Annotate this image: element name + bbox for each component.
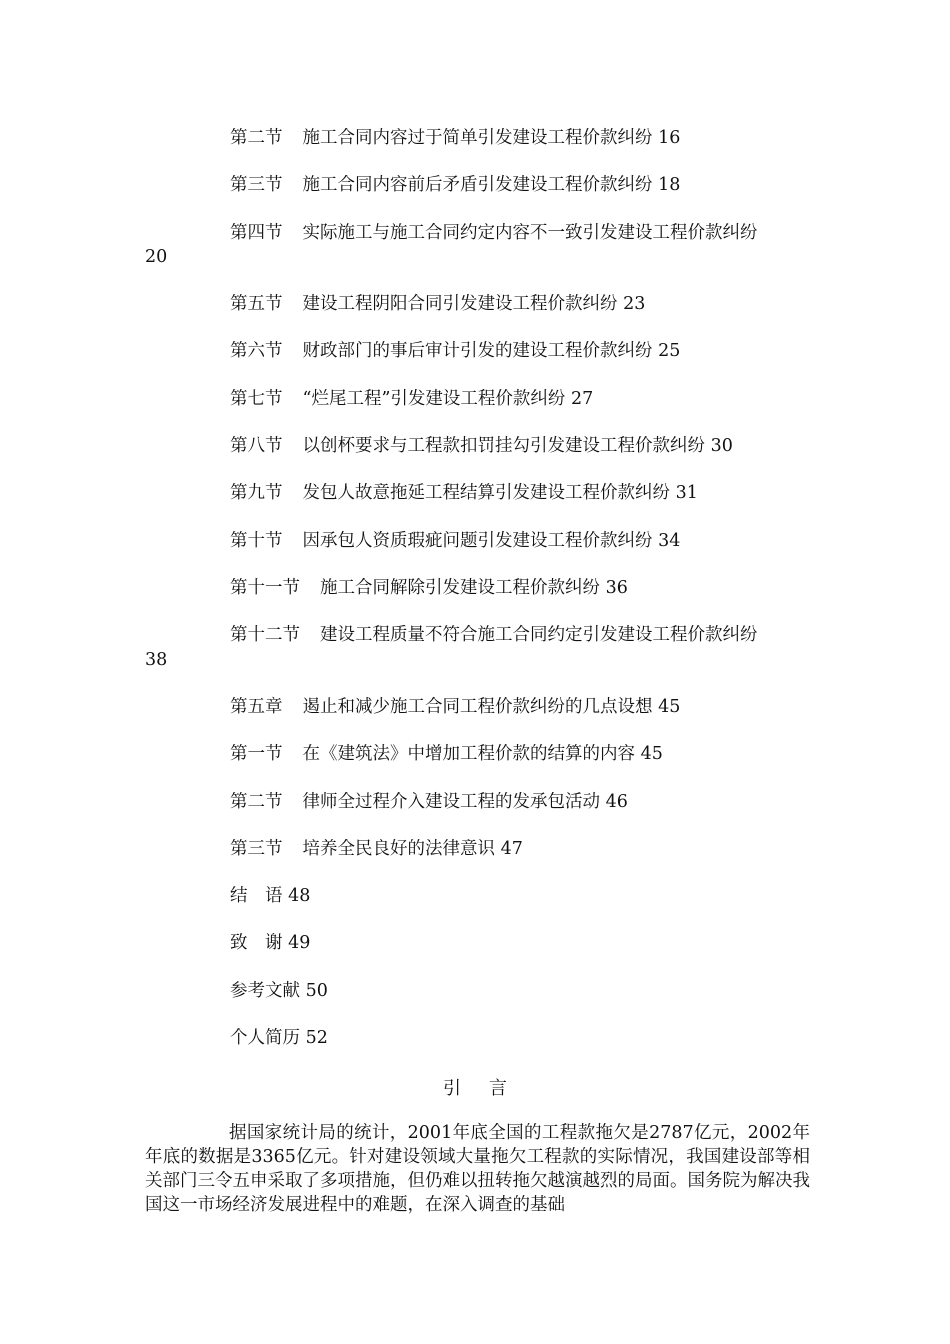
toc-entry [230, 790, 628, 814]
toc-title: 施工合同内容过于简单引发建设工程价款纠纷 [302, 128, 653, 148]
toc-title: 财政部门的事后审计引发的建设工程价款纠纷 [302, 341, 653, 361]
toc-title: 实际施工与施工合同约定内容不一致引发建设工程价款纠纷 [302, 223, 758, 243]
toc-page: 49 [288, 933, 311, 953]
toc-chapter: 第三节 [230, 175, 283, 195]
toc-page: 52 [305, 1028, 328, 1048]
toc-chapter: 第十节 [230, 531, 283, 551]
toc-title: 律师全过程介入建设工程的发承包活动 [302, 792, 600, 812]
toc-title: 建设工程阴阳合同引发建设工程价款纠纷 [302, 294, 618, 314]
toc-entry [230, 884, 310, 908]
toc-chapter: 参考文献 [230, 981, 300, 1001]
toc-chapter: 第十二节 [230, 625, 300, 645]
toc-chapter: 结 语 [230, 886, 283, 906]
toc-entry [230, 292, 645, 316]
toc-page: 36 [605, 578, 628, 598]
toc-page: 27 [570, 389, 594, 409]
toc-entry [230, 434, 733, 458]
toc-chapter: 第十一节 [230, 578, 300, 598]
section-heading: 引言 [443, 1078, 535, 1099]
toc-entry [230, 387, 593, 411]
toc-page: 46 [605, 792, 628, 812]
toc-chapter: 第二节 [230, 792, 283, 812]
toc-page: 23 [623, 294, 646, 314]
toc-page: 50 [305, 981, 328, 1001]
toc-entry [230, 339, 680, 363]
toc-chapter: 第九节 [230, 483, 283, 503]
toc-chapter: 第三节 [230, 839, 283, 859]
toc-title: 以创杯要求与工程款扣罚挂勾引发建设工程价款纠纷 [302, 436, 705, 456]
toc-title: 建设工程质量不符合施工合同约定引发建设工程价款纠纷 [320, 625, 758, 645]
toc-title: 施工合同解除引发建设工程价款纠纷 [320, 578, 600, 598]
toc-chapter: 第五节 [230, 294, 283, 314]
toc-title: 在《建筑法》中增加工程价款的结算的内容 [302, 744, 635, 764]
toc-entry [230, 623, 758, 647]
toc-chapter: 第二节 [230, 128, 283, 148]
toc-page: 20 [145, 247, 168, 267]
toc-entry [230, 695, 680, 719]
intro-paragraph: 据国家统计局的统计，2001年底全国的工程款拖欠是2787亿元，2002年年底的数据是3365亿元。针对建设领域大量拖欠工程款的实际情况，我国建设部等相关部门三令五申采取了多项措施，但仍难以扭转拖欠越演越烈的局面。国务院为解决我国这一市场经济发展进程中的难题，在深入调查的基础 [145, 1123, 810, 1215]
toc-page: 47 [500, 839, 523, 859]
toc-entry [230, 742, 663, 766]
toc-page: 30 [710, 436, 733, 456]
toc-entry [230, 221, 758, 245]
toc-chapter: 第一节 [230, 744, 283, 764]
toc-chapter: 致 谢 [230, 933, 283, 953]
toc-entry [230, 173, 680, 197]
toc-page: 25 [658, 341, 681, 361]
toc-page: 45 [658, 697, 681, 717]
intro-body [145, 1121, 810, 1217]
toc-chapter: 个人简历 [230, 1028, 300, 1048]
toc-entry [230, 979, 328, 1003]
toc-title: 遏止和减少施工合同工程价款纠纷的几点设想 [302, 697, 653, 717]
toc-title: 因承包人资质瑕疵问题引发建设工程价款纠纷 [302, 531, 653, 551]
toc-chapter: 第五章 [230, 697, 283, 717]
toc-page: 45 [640, 744, 663, 764]
toc-chapter: 第八节 [230, 436, 283, 456]
toc-title: 发包人故意拖延工程结算引发建设工程价款纠纷 [302, 483, 670, 503]
toc-entry [230, 837, 523, 861]
toc-entry [230, 481, 698, 505]
toc-page: 48 [288, 886, 311, 906]
toc-chapter: 第六节 [230, 341, 283, 361]
toc-entry [230, 1026, 328, 1050]
toc-title: 培养全民良好的法律意识 [302, 839, 495, 859]
toc-page: 16 [658, 128, 681, 148]
toc-chapter: 第四节 [230, 223, 283, 243]
toc-title: 施工合同内容前后矛盾引发建设工程价款纠纷 [302, 175, 653, 195]
toc-chapter: 第七节 [230, 389, 283, 409]
toc-page: 31 [675, 483, 698, 503]
toc-page: 34 [658, 531, 681, 551]
toc-title: “烂尾工程”引发建设工程价款纠纷 [302, 389, 566, 409]
toc-entry [230, 576, 628, 600]
toc-page: 38 [145, 650, 168, 670]
toc-entry [230, 126, 680, 150]
toc-entry [230, 931, 310, 955]
toc-entry [230, 529, 680, 553]
toc-page: 18 [658, 175, 681, 195]
